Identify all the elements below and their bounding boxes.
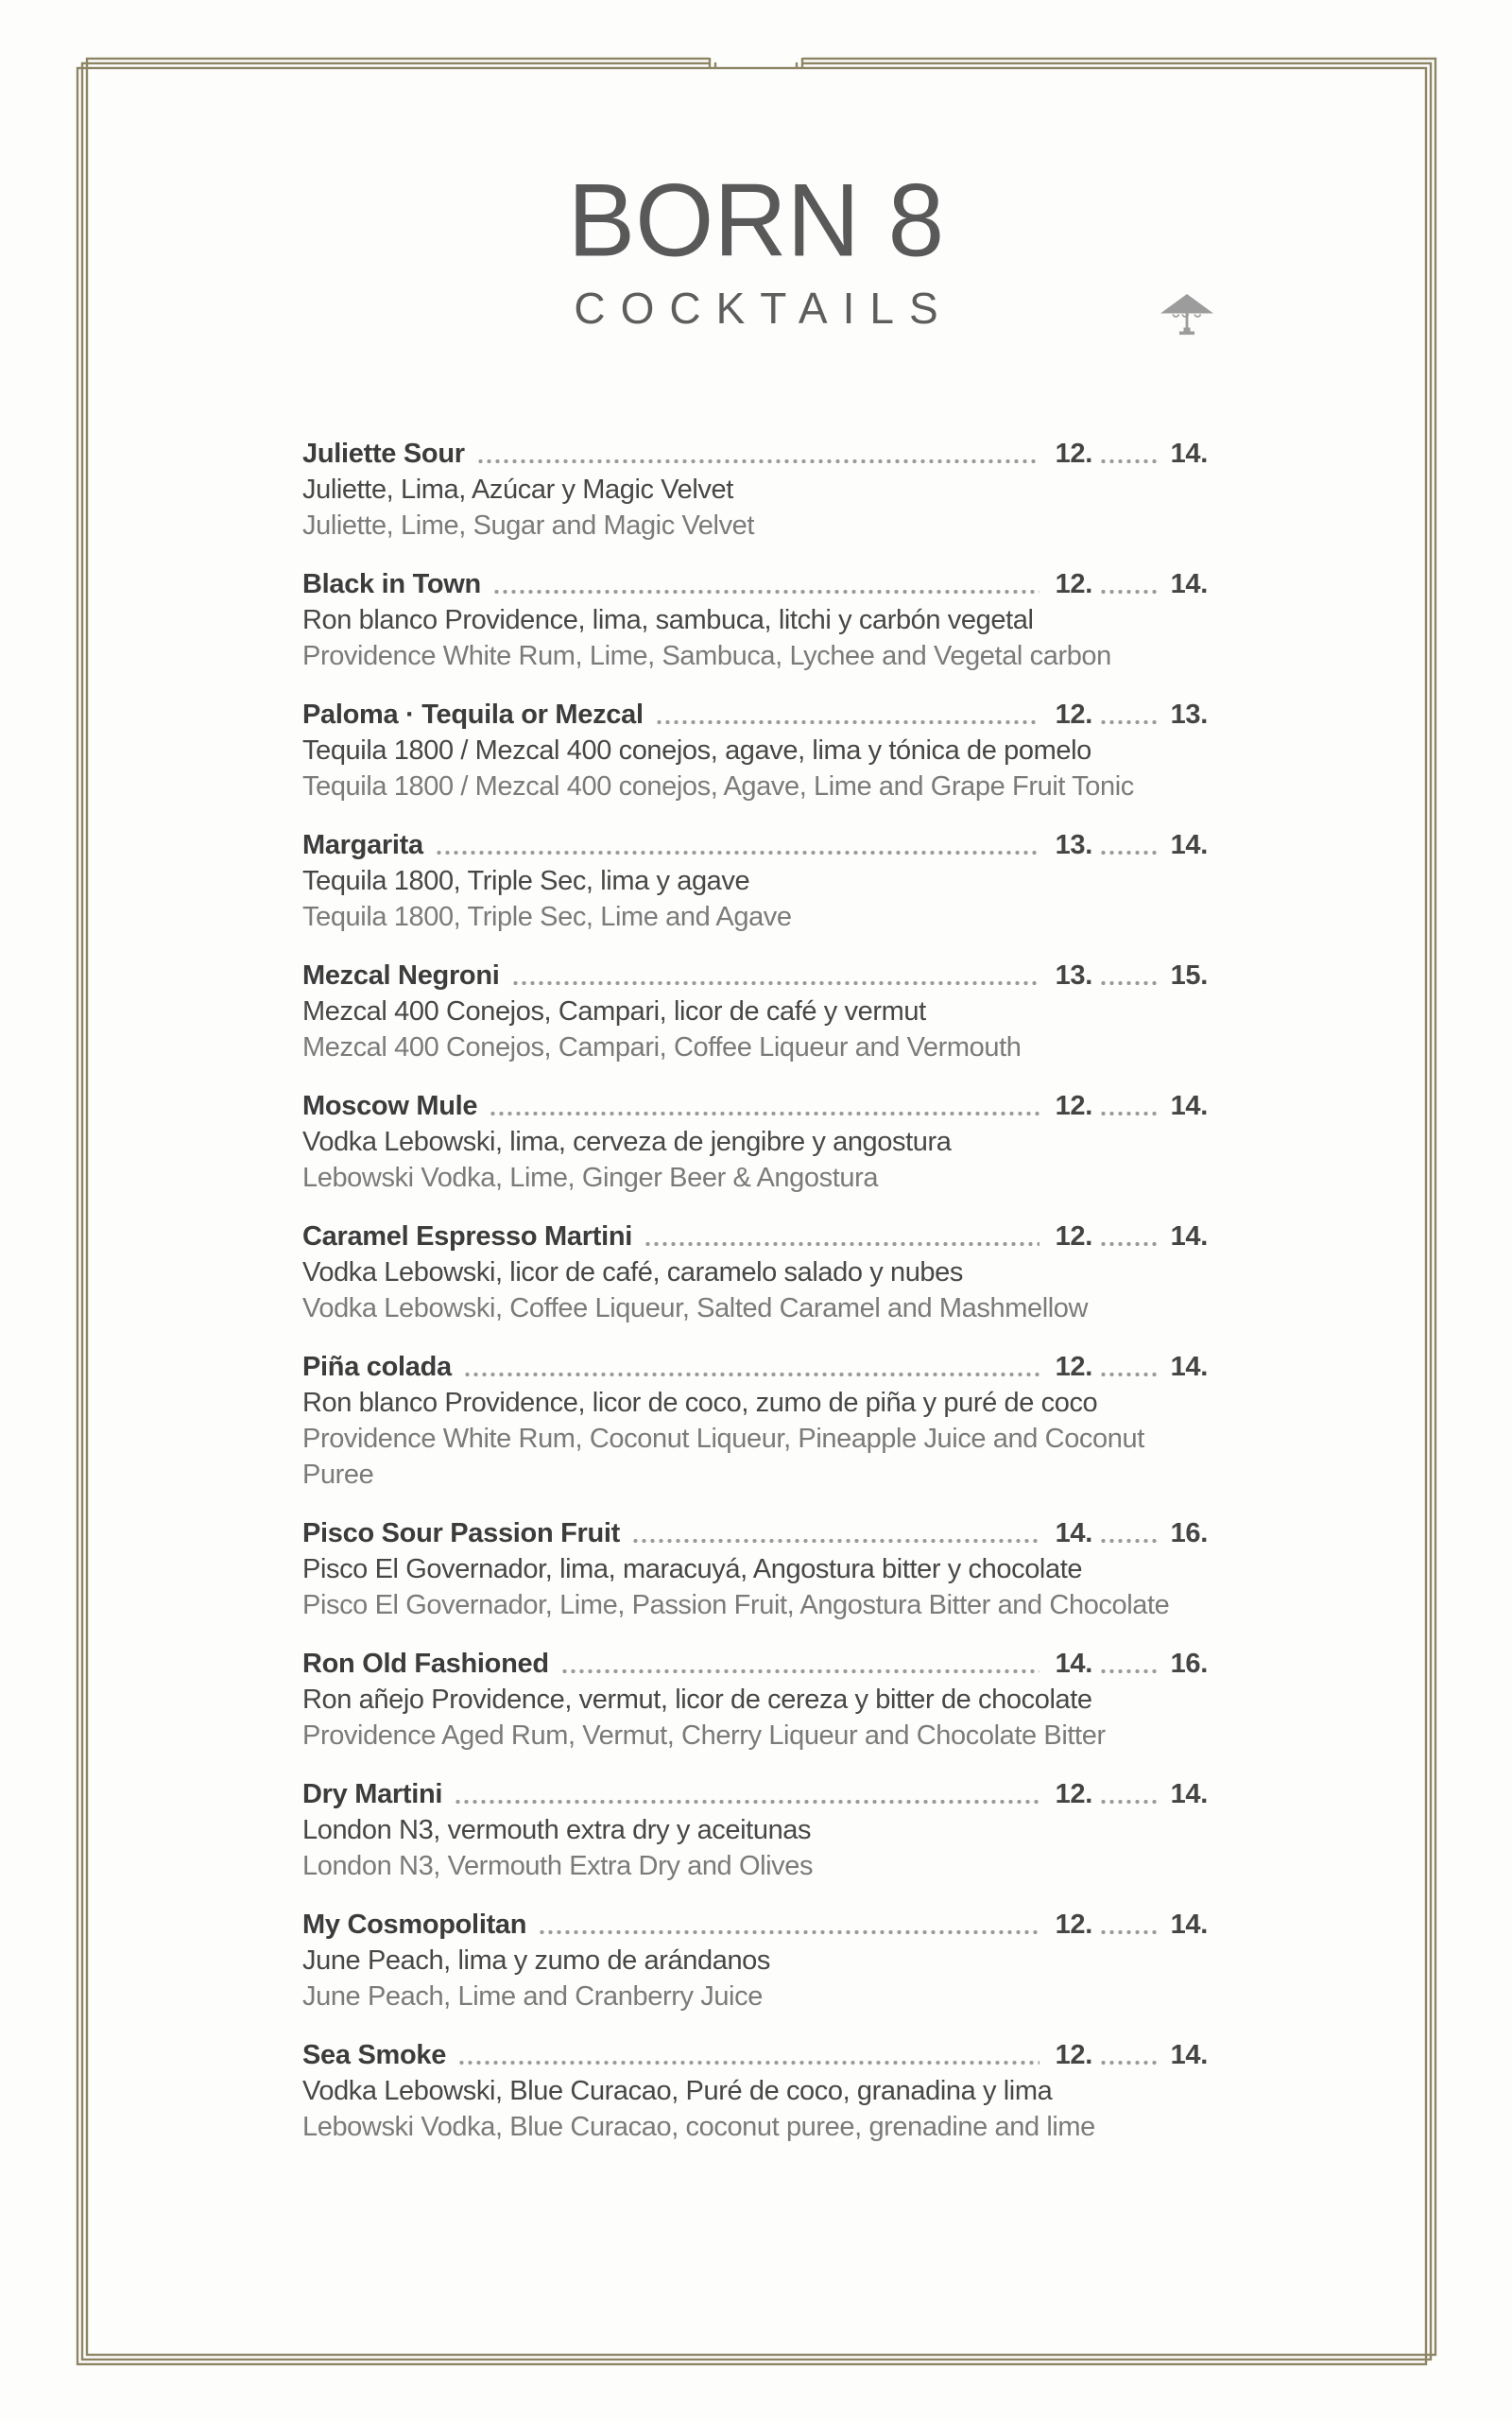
price-standard: 12. (1055, 1910, 1092, 1940)
menu-item-title-row (302, 1089, 1208, 1124)
description-english: Providence White Rum, Coconut Liqueur, Pineapple Juice and Coconut Puree (302, 1424, 1144, 1490)
description-english: Tequila 1800 / Mezcal 400 conejos, Agave, Lime and Grape Fruit Tonic (302, 771, 1134, 802)
description-spanish: Tequila 1800, Triple Sec, lima y agave (302, 866, 750, 896)
price-premium: 13. (1170, 700, 1208, 730)
description-english: Providence White Rum, Lime, Sambuca, Lychee and Vegetal carbon (302, 641, 1111, 671)
dotted-leader-between-prices (1099, 2038, 1158, 2073)
dotted-leader (492, 567, 1040, 602)
menu-item-title-row (302, 1219, 1208, 1254)
price-standard: 14. (1055, 1518, 1092, 1548)
description-spanish: Ron blanco Providence, licor de coco, zumo de piña y puré de coco (302, 1388, 1098, 1418)
dotted-leader-between-prices (1099, 698, 1158, 733)
price-premium: 16. (1170, 1649, 1208, 1679)
description-english: Lebowski Vodka, Lime, Ginger Beer & Angostura (302, 1163, 879, 1193)
price-premium: 14. (1170, 1091, 1208, 1121)
price-standard: 13. (1055, 830, 1092, 860)
menu-item (302, 828, 1208, 935)
menu-item (302, 959, 1208, 1065)
menu-item-title-row (302, 1777, 1208, 1812)
dotted-leader (489, 1089, 1040, 1124)
menu-item (302, 1647, 1208, 1754)
description-english: Mezcal 400 Conejos, Campari, Coffee Liqueur and Vermouth (302, 1032, 1022, 1063)
dotted-leader-between-prices (1099, 1516, 1158, 1551)
dotted-leader (538, 1908, 1040, 1943)
menu-item-title-row (302, 2038, 1208, 2073)
dotted-leader (511, 959, 1040, 994)
price-premium: 14. (1170, 439, 1208, 469)
cocktail-name: Black in Town (302, 569, 481, 599)
menu-item (302, 1219, 1208, 1326)
dotted-leader-between-prices (1099, 1089, 1158, 1124)
description-english: Pisco El Governador, Lime, Passion Fruit, Angostura Bitter and Chocolate (302, 1590, 1170, 1620)
cocktail-name: Ron Old Fashioned (302, 1649, 549, 1679)
dotted-leader-between-prices (1099, 567, 1158, 602)
price-premium: 14. (1170, 2040, 1208, 2070)
dotted-leader-between-prices (1099, 1777, 1158, 1812)
menu-item (302, 567, 1208, 674)
description-english: London N3, Vermouth Extra Dry and Olives (302, 1851, 814, 1881)
dotted-leader-between-prices (1099, 1350, 1158, 1385)
description-spanish: Ron añejo Providence, vermut, licor de cereza y bitter de chocolate (302, 1685, 1092, 1715)
description-spanish: Juliette, Lima, Azúcar y Magic Velvet (302, 475, 733, 505)
description-spanish: Tequila 1800 / Mezcal 400 conejos, agave, lima y tónica de pomelo (302, 735, 1091, 766)
menu-item-title-row (302, 567, 1208, 602)
price-standard: 12. (1055, 1352, 1092, 1382)
price-standard: 12. (1055, 2040, 1092, 2070)
price-standard: 12. (1055, 1779, 1092, 1809)
price-premium: 15. (1170, 960, 1208, 991)
menu-item (302, 2038, 1208, 2145)
menu-item (302, 437, 1208, 544)
price-premium: 16. (1170, 1518, 1208, 1548)
dotted-leader (644, 1219, 1040, 1254)
description-spanish: Vodka Lebowski, Blue Curacao, Puré de coco, granadina y lima (302, 2076, 1053, 2106)
description-spanish: Vodka Lebowski, lima, cerveza de jengibre y angostura (302, 1127, 952, 1157)
description-spanish: Ron blanco Providence, lima, sambuca, litchi y carbón vegetal (302, 605, 1034, 635)
description-spanish: Pisco El Governador, lima, maracuyá, Angostura bitter y chocolate (302, 1554, 1083, 1584)
description-english: Tequila 1800, Triple Sec, Lime and Agave (302, 902, 792, 932)
description-english: Lebowski Vodka, Blue Curacao, coconut puree, grenadine and lime (302, 2112, 1095, 2142)
menu-item (302, 698, 1208, 804)
price-premium: 14. (1170, 830, 1208, 860)
cocktail-name: Paloma · Tequila or Mezcal (302, 700, 644, 730)
cocktail-name: My Cosmopolitan (302, 1910, 527, 1940)
description-english: Vodka Lebowski, Coffee Liqueur, Salted Caramel and Mashmellow (302, 1293, 1089, 1323)
brand-title: BORN 8 (567, 162, 945, 279)
menu-item (302, 1777, 1208, 1884)
price-standard: 14. (1055, 1649, 1092, 1679)
cocktail-name: Moscow Mule (302, 1091, 478, 1121)
dotted-leader-between-prices (1099, 437, 1158, 472)
menu-item (302, 1516, 1208, 1623)
description-spanish: Vodka Lebowski, licor de café, caramelo salado y nubes (302, 1257, 963, 1288)
price-premium: 14. (1170, 569, 1208, 599)
cocktail-name: Piña colada (302, 1352, 452, 1382)
menu-item-title-row (302, 1350, 1208, 1385)
cocktail-name: Sea Smoke (302, 2040, 447, 2070)
price-standard: 12. (1055, 1221, 1092, 1252)
cocktail-name: Dry Martini (302, 1779, 443, 1809)
menu-item-title-row (302, 1908, 1208, 1943)
dotted-leader (655, 698, 1040, 733)
dotted-leader-between-prices (1099, 1908, 1158, 1943)
menu-item-title-row (302, 1516, 1208, 1551)
menu-item-title-row (302, 698, 1208, 733)
menu-item-title-row (302, 437, 1208, 472)
dotted-leader (631, 1516, 1040, 1551)
description-spanish: London N3, vermouth extra dry y aceitunas (302, 1815, 812, 1845)
description-spanish: Mezcal 400 Conejos, Campari, licor de café y vermut (302, 996, 926, 1027)
dotted-leader-between-prices (1099, 1647, 1158, 1682)
cocktail-list (302, 437, 1208, 2169)
menu-item-title-row (302, 959, 1208, 994)
description-english: Providence Aged Rum, Vermut, Cherry Liqueur and Chocolate Bitter (302, 1720, 1106, 1751)
price-premium: 14. (1170, 1910, 1208, 1940)
dotted-leader (560, 1647, 1040, 1682)
description-english: June Peach, Lime and Cranberry Juice (302, 1981, 763, 2012)
price-standard: 12. (1055, 439, 1092, 469)
price-standard: 12. (1055, 1091, 1092, 1121)
parasol-umbrella-icon (1160, 293, 1213, 338)
dotted-leader (463, 1350, 1040, 1385)
price-premium: 14. (1170, 1779, 1208, 1809)
cocktail-name: Caramel Espresso Martini (302, 1221, 632, 1252)
menu-item (302, 1089, 1208, 1196)
cocktail-name: Margarita (302, 830, 423, 860)
dotted-leader (476, 437, 1040, 472)
price-premium: 14. (1170, 1352, 1208, 1382)
price-premium: 14. (1170, 1221, 1208, 1252)
dotted-leader (435, 828, 1040, 863)
menu-item (302, 1350, 1208, 1493)
dotted-leader (454, 1777, 1040, 1812)
dotted-leader-between-prices (1099, 828, 1158, 863)
cocktail-name: Pisco Sour Passion Fruit (302, 1518, 621, 1548)
description-spanish: June Peach, lima y zumo de arándanos (302, 1945, 771, 1976)
price-standard: 13. (1055, 960, 1092, 991)
price-standard: 12. (1055, 700, 1092, 730)
cocktail-name: Mezcal Negroni (302, 960, 500, 991)
menu-item-title-row (302, 1647, 1208, 1682)
menu-item-title-row (302, 828, 1208, 863)
price-standard: 12. (1055, 569, 1092, 599)
menu-header (0, 162, 1512, 333)
dotted-leader (457, 2038, 1040, 2073)
menu-item (302, 1908, 1208, 2014)
brand-subtitle: COCKTAILS (574, 284, 954, 333)
description-english: Juliette, Lime, Sugar and Magic Velvet (302, 510, 755, 541)
dotted-leader-between-prices (1099, 959, 1158, 994)
cocktail-name: Juliette Sour (302, 439, 465, 469)
dotted-leader-between-prices (1099, 1219, 1158, 1254)
